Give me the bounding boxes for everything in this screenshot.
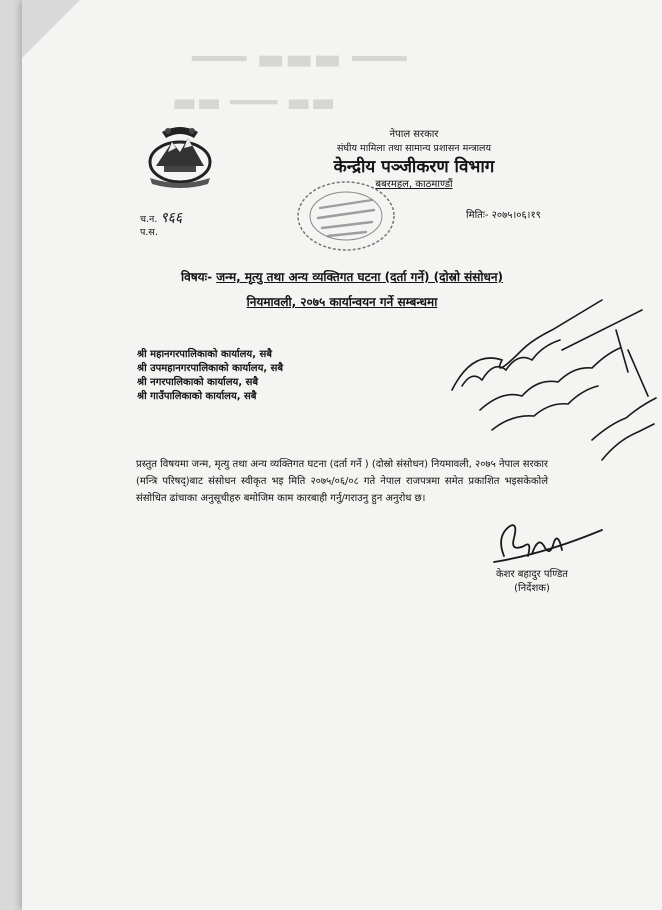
bleed-through-text: ▬▬ ━━━ ▬▬ <box>172 88 336 118</box>
subject-line-1 <box>22 268 662 285</box>
chalan-label: च.न. <box>140 214 158 225</box>
office-location: बबरमहल, काठमाण्डौं <box>375 179 453 190</box>
department-name: केन्द्रीय पञ्जीकरण विभाग <box>333 157 495 177</box>
government-name: नेपाल सरकार <box>389 129 439 140</box>
office-seal-stamp <box>294 178 398 254</box>
recipient-list <box>137 348 283 404</box>
recipient-item: श्री गाउँपालिकाको कार्यालय, सबै <box>137 391 257 402</box>
recipient-item: श्री नगरपालिकाको कार्यालय, सबै <box>137 377 259 388</box>
recipient-item: श्री उपमहानगरपालिकाको कार्यालय, सबै <box>137 363 284 374</box>
recipient-item: श्री महानगरपालिकाको कार्यालय, सबै <box>137 349 272 360</box>
letter-body: प्रस्तुत विषयमा जन्म, मृत्यु तथा अन्य व्यक्तिगत घटना (दर्ता गर्ने ) (दोस्रो संसोधन) नियमावली, २०७५ नेपाल सरकार (मन्त्रि परिषद्)बाट संसोधन स्वीकृत भइ मिति २०७५/०६/०८ गते नेपाल राजपत्रमा समेत प्रकाशित भइसकेकोले संसोधित ढांचाका अनुसूचीहरु बमोजिम काम कारबाही गर्नु/गराउनु हुन अनुरोध छ। <box>136 459 548 504</box>
bleed-through-text: ━━━ ▬▬▬ ━━━ <box>192 42 407 77</box>
reference-block <box>140 212 182 239</box>
signatory-name: केशर बहादुर पण्डित <box>495 569 568 580</box>
folded-corner <box>22 0 80 58</box>
signatory-title: (निर्देशक) <box>514 583 550 594</box>
director-signature <box>484 516 604 568</box>
ministry-name: संघीय मामिला तथा सामान्य प्रशासन मन्त्रालय <box>336 143 492 154</box>
handwritten-annotations <box>442 290 662 470</box>
patra-label: प.स. <box>140 227 158 238</box>
subject-prefix: विषयः- <box>180 270 213 284</box>
letter-page <box>22 0 662 910</box>
signatory-block <box>462 568 602 596</box>
letter-date: मितिः- २०७५।०६।१९ <box>466 210 541 221</box>
subject-text-1: जन्म, मृत्यु तथा अन्य व्यक्तिगत घटना (दर्ता गर्ने) (दोस्रो संसोधन) <box>216 270 504 284</box>
chalan-number: ९६६ <box>160 210 183 226</box>
subject-text-2: नियमावली, २०७५ कार्यान्वयन गर्ने सम्बन्धमा <box>246 295 438 309</box>
